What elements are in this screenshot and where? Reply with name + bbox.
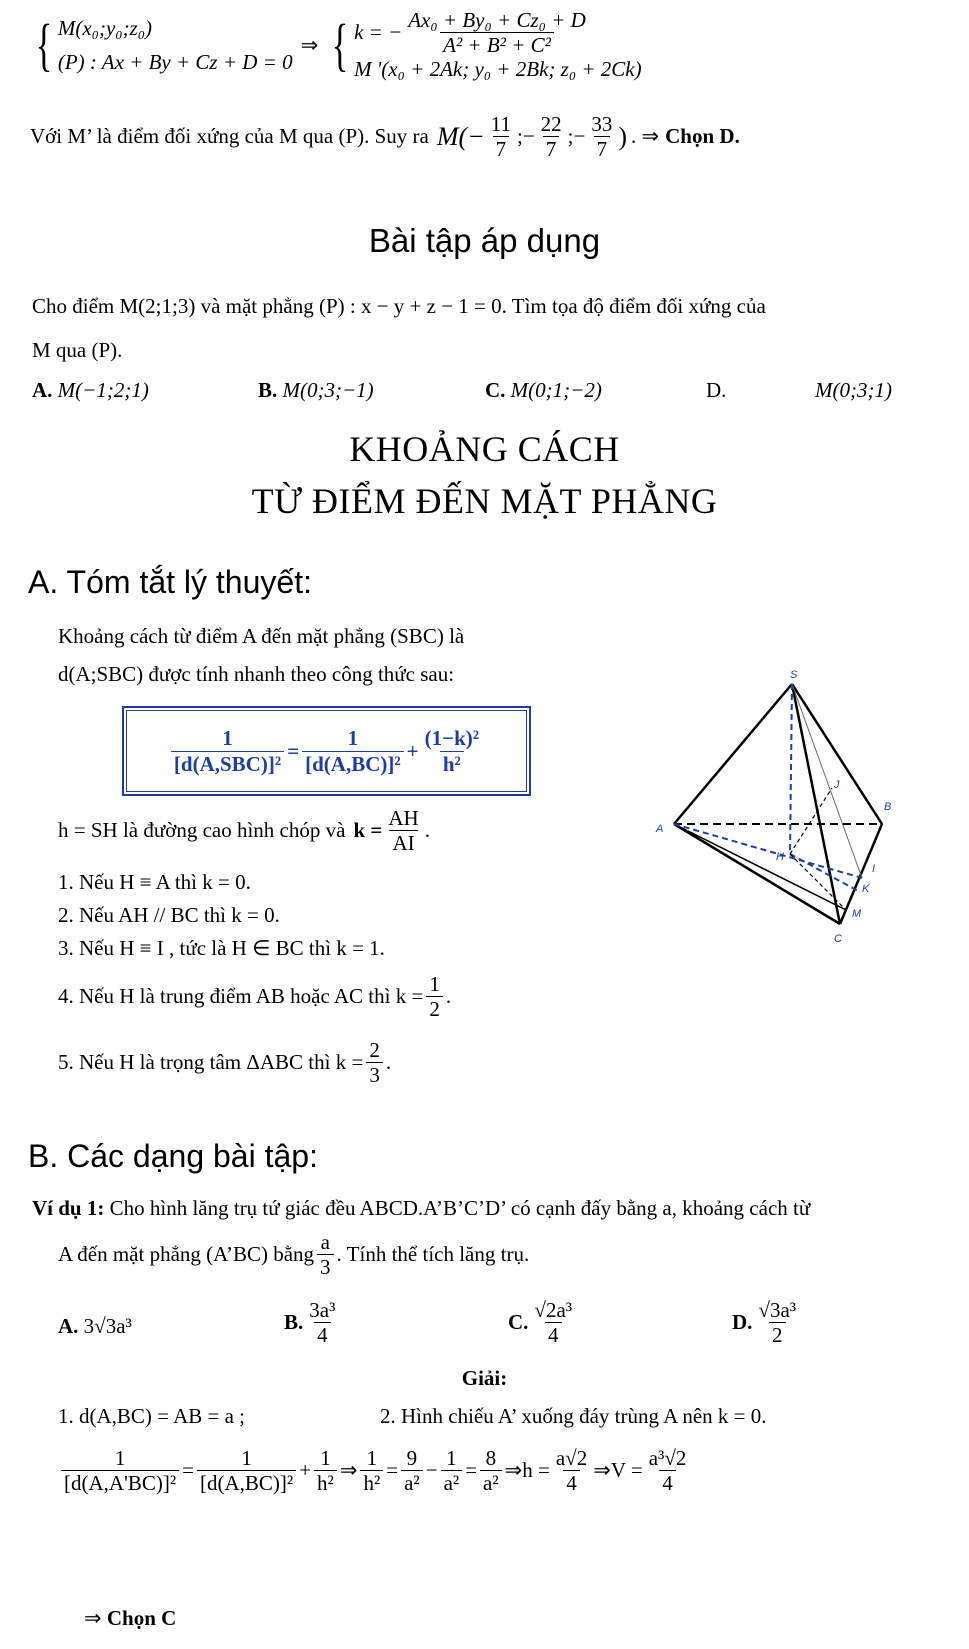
label-j: J [834,779,840,791]
rule-5: 5. Nếu H là trọng tâm ΔABC thì k = $\frac{2}{3}$ . [58,1038,392,1088]
frac-22-7: $\frac{22}{7}$ [540,112,562,162]
formula-term-1: $\frac{1}{\text{[d(A,SBC)]²}}$ [171,726,284,775]
section-b-heading: B. Các dạng bài tập: [28,1138,318,1174]
rule-4: 4. Nếu H là trung điểm AB hoặc AC thì k = $\frac{1}{2}$ . [58,972,452,1022]
solution-step-2: 2. Hình chiếu A’ xuống đáy trùng A nên k = 0. [380,1404,767,1428]
solution-heading: Giải: [461,1366,508,1390]
label-m: M [852,908,862,920]
exercise-question-line-2: M qua (P). [32,338,123,362]
height-sh [790,684,792,854]
rule-4-fraction: $\frac{1}{2}$ [426,972,443,1021]
section-a-paragraph-2: d(A;SBC) được tính nhanh theo công thức sau: [58,662,455,686]
choose-d: Chọn D. [665,124,740,149]
example-option-d: D. $\frac{\text{√3a³}}{2}$ [732,1298,797,1348]
m-result-prefix: M(− [436,121,485,151]
k-numerator: Ax₀ + By₀ + Cz₀ + D [408,8,586,32]
example-option-c: C. $\frac{\text{√2a³}}{4}$ [508,1298,573,1348]
choose-c-line: ⇒ Chọn C [84,1606,177,1630]
example-1-line-2: A đến mặt phẳng (A’BC) bằng $\frac{a}{3}$ . Tính thể tích lăng trụ. [58,1230,530,1280]
system-line-2: (P) : Ax + By + Cz + D = 0 [57,50,293,75]
system-equation [30,8,642,82]
label-b: B [884,801,892,813]
k-lhs: k = − [354,20,403,45]
choose-c: Chọn C [106,1606,177,1630]
section-a-paragraph-1: Khoảng cách từ điểm A đến mặt phẳng (SBC) là [58,624,465,648]
title-line-1: KHOẢNG CÁCH [349,429,620,469]
exercise-option-c: C. M(0;1;−2) [485,378,602,402]
formula-plus: + [406,738,419,763]
example-text: Cho hình lăng trụ tứ giác đều ABCD.A’B’C’D’ có cạnh đấy bằng a, khoảng cách từ [109,1196,811,1220]
segment-hj [790,788,832,854]
exercise-heading: Bài tập áp dụng [368,222,601,259]
formula-equals: = [287,738,300,763]
edge-ac [674,824,840,924]
k-fraction [405,8,589,57]
exercise-question-line-1: Cho điểm M(2;1;3) và mặt phẳng (P) : x − y + z − 1 = 0. Tìm tọa độ điểm đối xứng của [32,294,766,318]
rule-3: 3. Nếu H ≡ I , tức là H ∈ BC thì k = 1. [58,936,385,960]
distance-formula-box [122,706,531,796]
height-text: h = SH là đường cao hình chóp và [58,818,346,843]
segment-ai [674,824,862,878]
example-label: Ví dụ 1: [32,1196,105,1220]
formula-term-2: $\frac{1}{\text{[d(A,BC)]²}}$ [302,726,404,775]
exercise-option-d-label: D. [706,378,727,402]
example-option-a: A. 3√3a³ [58,1314,132,1338]
k-def-lhs: k = [353,818,383,843]
symmetric-point-text: Với M’ là điểm đối xứng của M qua (P). Suy ra [30,124,429,149]
label-k: K [862,883,870,895]
label-i: I [872,863,876,875]
segment-hk [790,854,860,892]
solution-calculation: $\frac{1}{\text{[d(A,A'BC)]²}}$ = $\frac{1}{\text{[d(A,BC)]²}}$ + $\frac{1}{\text{h²}}$ ⇒ $\frac{1}{\text{h²}}$ = $\frac{9}{\text{a²}}$ − $\frac{1}{\text{a²}}$ = $\frac{8}{\text{a²}}$ ⇒ h = $\frac{a√2}{4}$ ⇒ V = $\frac{\text{a³√2}}{4}$ [58,1446,692,1495]
exercise-option-a: A. M(−1;2;1) [32,378,149,402]
label-a: A [656,823,664,835]
height-definition: h = SH là đường cao hình chóp và k = $\frac{AH}{AI}$ . [58,806,430,856]
frac-11-7: $\frac{11}{7}$ [490,112,511,162]
segment-hm [790,854,846,910]
label-s: S [790,669,798,681]
formula-term-3: $\frac{\text{(1−k)²}}{\text{h²}}$ [424,726,480,776]
solution-step-1: 1. d(A,BC) = AB = a ; [58,1404,246,1428]
implies-arrow: ⇒ [300,32,319,57]
example-1-line-1 [32,1196,962,1221]
k-formula [354,8,642,57]
k-def-fraction: $\frac{AH}{AI}$ [388,806,419,856]
m-prime-formula: M '(x₀ + 2Ak; y₀ + 2Bk; z₀ + 2Ck) [354,57,642,82]
example-option-b: B. $\frac{\text{3a³}}{4}$ [284,1298,336,1348]
example-fraction: $\frac{a}{3}$ [317,1230,334,1279]
exercise-option-d-value: M(0;3;1) [815,378,892,402]
left-brace: { [35,12,53,78]
frac-33-7: $\frac{33}{7}$ [591,112,613,162]
segment-si [792,684,862,878]
system-line-1: M(x₀;y₀;z₀) [57,16,153,41]
title-line-2: TỪ ĐIỂM ĐẾN MẶT PHẲNG [251,481,718,521]
label-c: C [834,933,842,945]
rule-1: 1. Nếu H ≡ A thì k = 0. [58,870,251,894]
right-brace: { [331,12,349,78]
rule-5-fraction: $\frac{2}{3}$ [366,1038,383,1087]
exercise-option-b: B. M(0;3;−1) [258,378,374,402]
rule-2: 2. Nếu AH // BC thì k = 0. [58,903,280,927]
pyramid-figure [650,660,910,960]
k-denominator: A² + B² + C² [440,32,554,57]
label-h: H [776,851,784,863]
edge-sa [674,684,792,824]
section-a-heading: A. Tóm tắt lý thuyết: [28,564,312,600]
symmetric-point-line: Với M’ là điểm đối xứng của M qua (P). Suy ra M(− $\frac{11}{7}$ ;− $\frac{22}{7}$ ;− $\frac{33}{7}$ ) . ⇒ Chọn D. [30,112,740,162]
